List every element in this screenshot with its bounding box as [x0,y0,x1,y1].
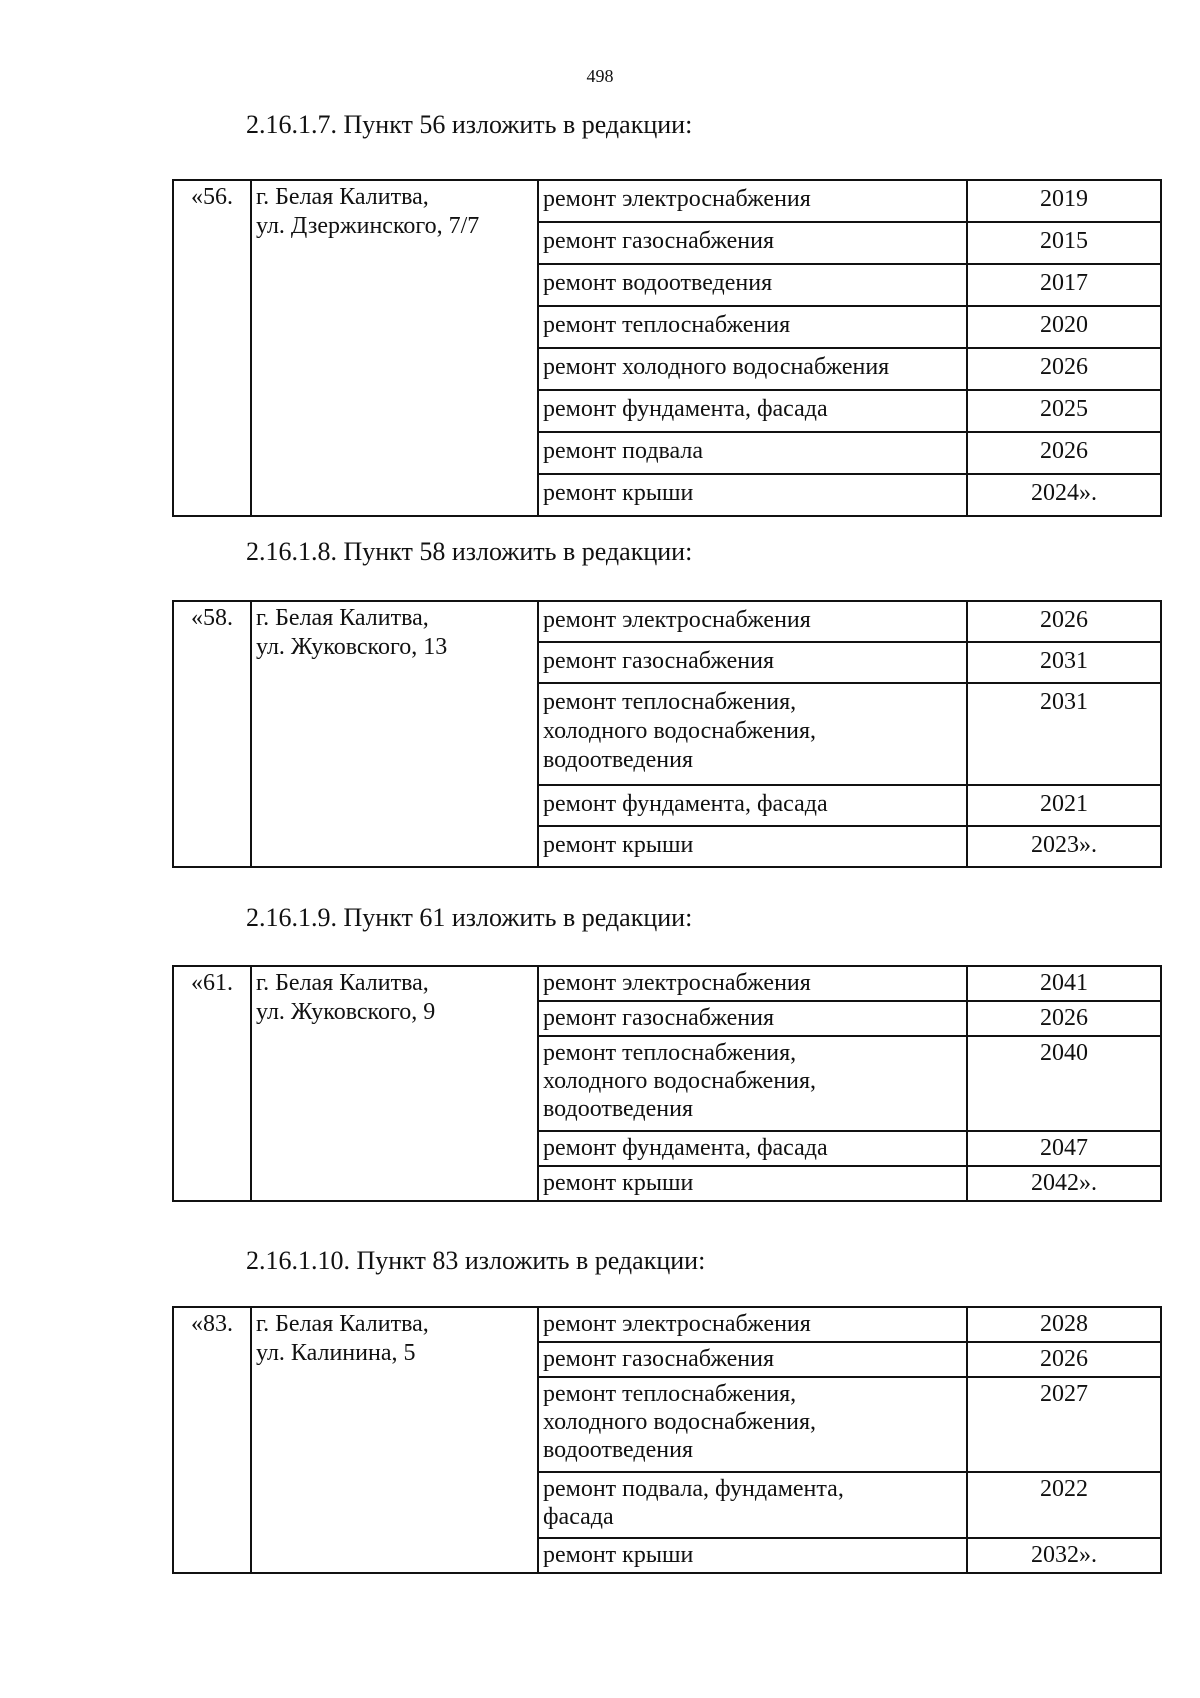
amendment-table [172,965,1162,1202]
amendment-table [172,179,1162,517]
year-cell: 2027 [967,1377,1161,1472]
year-cell: 2017 [967,264,1161,306]
year-cell: 2020 [967,306,1161,348]
address-city: г. Белая Калитва, [256,184,429,210]
section-heading: 2.16.1.10. Пункт 83 изложить в редакции: [246,1246,706,1275]
page-number: 498 [586,66,614,86]
item-number: «61. [173,966,251,1201]
work-cell: ремонт крыши [538,1166,967,1201]
work-cell: ремонт крыши [538,1538,967,1573]
year-cell: 2021 [967,785,1161,826]
work-cell: ремонт фундамента, фасада [538,785,967,826]
address-street: ул. Дзержинского, 7/7 [256,213,480,239]
work-cell: ремонт электроснабжения [538,966,967,1001]
year-cell: 2041 [967,966,1161,1001]
work-cell: ремонт крыши [538,826,967,867]
work-cell: ремонт фундамента, фасада [538,390,967,432]
section-heading: 2.16.1.7. Пункт 56 изложить в редакции: [246,110,693,139]
address-street: ул. Жуковского, 9 [256,999,436,1025]
work-cell: ремонт электроснабжения [538,601,967,642]
work-cell: ремонт теплоснабжения [538,306,967,348]
item-number: «83. [173,1307,251,1573]
work-cell: ремонт газоснабжения [538,642,967,683]
year-cell: 2032». [967,1538,1161,1573]
year-cell: 2026 [967,432,1161,474]
year-cell: 2026 [967,1001,1161,1036]
section-heading: 2.16.1.9. Пункт 61 изложить в редакции: [246,903,693,932]
work-cell: ремонт электроснабжения [538,1307,967,1342]
address-street: ул. Калинина, 5 [256,1340,416,1366]
address-cell [251,180,538,516]
address-cell [251,601,538,867]
amendment-table [172,600,1162,868]
year-cell: 2031 [967,642,1161,683]
table-row [173,601,1161,642]
year-cell: 2026 [967,601,1161,642]
year-cell: 2042». [967,1166,1161,1201]
work-cell: ремонт теплоснабжения, холодного водоснабжения, водоотведения [538,1036,967,1131]
table-row [173,966,1161,1001]
address-city: г. Белая Калитва, [256,605,429,631]
year-cell: 2031 [967,683,1161,785]
year-cell: 2026 [967,348,1161,390]
year-cell: 2015 [967,222,1161,264]
year-cell: 2028 [967,1307,1161,1342]
year-cell: 2040 [967,1036,1161,1131]
year-cell: 2047 [967,1131,1161,1166]
address-city: г. Белая Калитва, [256,970,429,996]
work-cell: ремонт фундамента, фасада [538,1131,967,1166]
year-cell: 2026 [967,1342,1161,1377]
address-city: г. Белая Калитва, [256,1311,429,1337]
work-cell: ремонт крыши [538,474,967,516]
work-cell: ремонт теплоснабжения, холодного водоснабжения, водоотведения [538,683,967,785]
year-cell: 2023». [967,826,1161,867]
work-cell: ремонт подвала, фундамента, фасада [538,1472,967,1538]
work-cell: ремонт водоотведения [538,264,967,306]
work-cell: ремонт подвала [538,432,967,474]
year-cell: 2022 [967,1472,1161,1538]
item-number: «56. [173,180,251,516]
address-cell [251,1307,538,1573]
table-row [173,1307,1161,1342]
address-cell [251,966,538,1201]
work-cell: ремонт теплоснабжения, холодного водоснабжения, водоотведения [538,1377,967,1472]
year-cell: 2025 [967,390,1161,432]
item-number: «58. [173,601,251,867]
address-street: ул. Жуковского, 13 [256,634,448,660]
year-cell: 2024». [967,474,1161,516]
amendment-table [172,1306,1162,1574]
section-heading: 2.16.1.8. Пункт 58 изложить в редакции: [246,537,693,566]
work-cell: ремонт электроснабжения [538,180,967,222]
work-cell: ремонт холодного водоснабжения [538,348,967,390]
work-cell: ремонт газоснабжения [538,222,967,264]
work-cell: ремонт газоснабжения [538,1001,967,1036]
work-cell: ремонт газоснабжения [538,1342,967,1377]
year-cell: 2019 [967,180,1161,222]
table-row [173,180,1161,222]
